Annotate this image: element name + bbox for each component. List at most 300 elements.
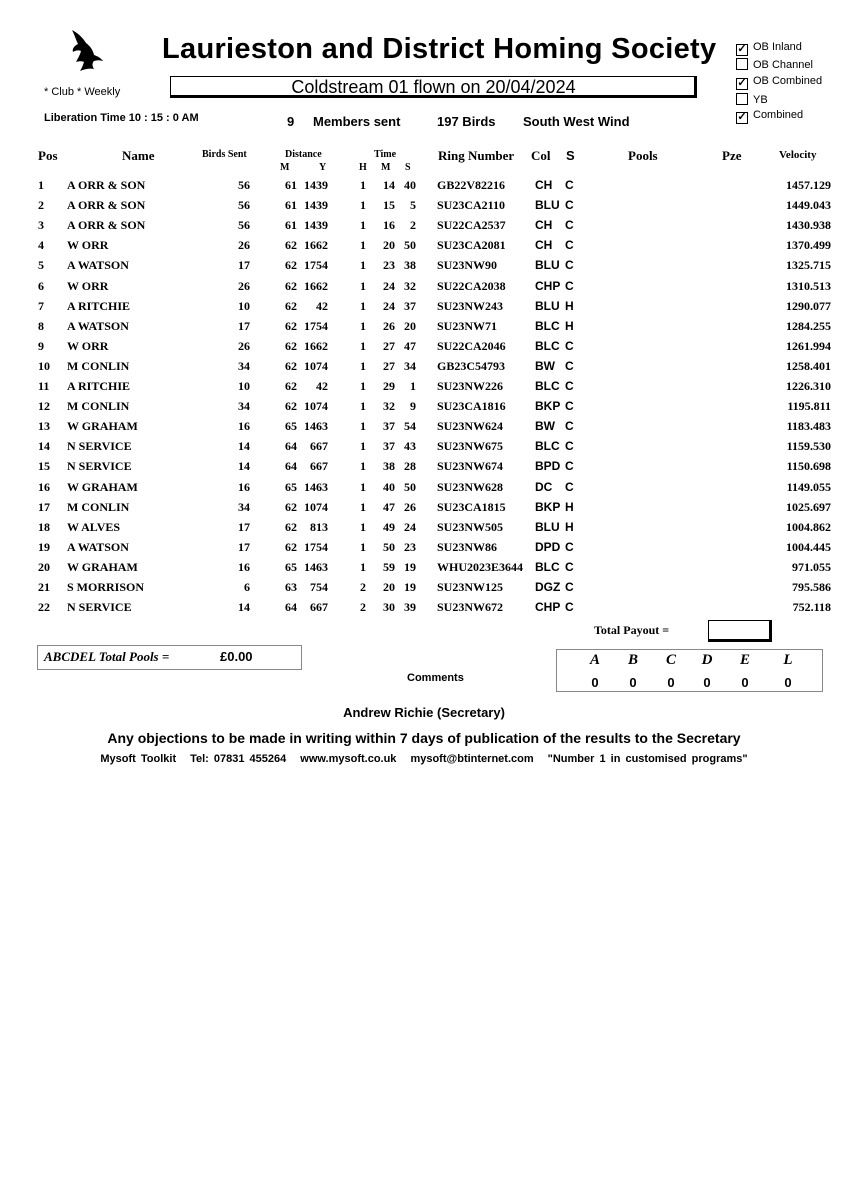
- row-colour: CHP: [535, 600, 561, 615]
- row-dist-miles: 65: [285, 479, 297, 494]
- option-ob-inland[interactable]: [736, 41, 802, 56]
- row-sex: C: [565, 338, 574, 353]
- row-dist-yards: 1439: [304, 198, 328, 213]
- pool-letter: L: [783, 652, 793, 668]
- row-dist-yards: 1463: [304, 479, 328, 494]
- row-ring-number: SU23NW505: [437, 519, 504, 534]
- row-pos: 8: [38, 318, 44, 333]
- wind-direction: South West Wind: [523, 114, 630, 129]
- row-sex: H: [565, 519, 574, 534]
- row-name: A WATSON: [67, 318, 129, 333]
- row-colour: BLU: [535, 258, 560, 273]
- table-row: [0, 218, 848, 238]
- row-ring-number: SU23NW624: [437, 419, 504, 434]
- row-dist-yards: 1754: [304, 539, 328, 554]
- row-time-m: 32: [383, 399, 395, 414]
- row-ring-number: SU22CA2537: [437, 218, 506, 233]
- table-row: [0, 339, 848, 359]
- footer-email[interactable]: mysoft@btinternet.com: [410, 753, 534, 765]
- row-colour: BLC: [535, 439, 560, 454]
- row-time-h: 2: [360, 580, 366, 594]
- race-title: Coldstream 01 flown on 20/04/2024: [291, 77, 576, 97]
- table-row: [0, 359, 848, 379]
- row-pos: 19: [38, 539, 50, 554]
- table-row: [0, 560, 848, 580]
- row-colour: DC: [535, 479, 553, 494]
- members-label: Members sent: [313, 114, 401, 129]
- row-pos: 17: [38, 499, 50, 514]
- row-time-h: 1: [360, 198, 366, 213]
- row-velocity: 971.055: [792, 559, 831, 574]
- table-row: [0, 399, 848, 419]
- pool-value: 0: [629, 675, 637, 690]
- row-velocity: 1150.698: [786, 459, 831, 474]
- col-header-distance: Distance: [285, 149, 322, 160]
- row-dist-yards: 1662: [304, 338, 328, 353]
- row-sex: H: [565, 298, 574, 313]
- col-header-pze: Pze: [722, 148, 742, 163]
- row-ring-number: GB22V82216: [437, 178, 506, 192]
- row-time-h: 1: [360, 338, 366, 353]
- row-dist-yards: 1439: [304, 178, 328, 192]
- comments-label: Comments: [407, 672, 464, 684]
- row-birds-sent: 17: [238, 318, 250, 333]
- row-time-h: 1: [360, 459, 366, 474]
- row-time-s: 19: [404, 559, 416, 574]
- row-sex: C: [565, 419, 574, 434]
- row-sex: C: [565, 258, 574, 273]
- row-birds-sent: 14: [238, 600, 250, 615]
- row-sex: C: [565, 238, 574, 253]
- table-row: [0, 279, 848, 299]
- row-dist-yards: 1074: [304, 499, 328, 514]
- table-row: [0, 178, 848, 198]
- row-time-h: 1: [360, 499, 366, 514]
- row-colour: BLC: [535, 559, 560, 574]
- row-name: M CONLIN: [67, 499, 130, 514]
- row-time-s: 43: [404, 439, 416, 454]
- row-time-s: 1: [410, 379, 416, 393]
- row-colour: BPD: [535, 459, 561, 474]
- row-name: A ORR & SON: [67, 198, 146, 213]
- row-dist-miles: 62: [285, 358, 297, 373]
- row-ring-number: SU22CA2038: [437, 278, 506, 293]
- row-dist-yards: 1463: [304, 559, 328, 574]
- checkbox-icon[interactable]: ✓: [737, 77, 747, 89]
- row-birds-sent: 26: [238, 278, 250, 293]
- total-payout-box: [708, 620, 772, 642]
- row-time-m: 24: [383, 278, 395, 293]
- row-name: S MORRISON: [67, 580, 145, 594]
- row-dist-miles: 62: [285, 519, 297, 534]
- liberation-time: Liberation Time 10 : 15 : 0 AM: [44, 112, 199, 124]
- row-velocity: 1195.811: [787, 399, 831, 414]
- row-name: A ORR & SON: [67, 218, 146, 233]
- row-ring-number: SU23CA1816: [437, 399, 506, 414]
- table-row: [0, 520, 848, 540]
- table-row: [0, 480, 848, 500]
- footer-slogan: "Number 1 in customised programs": [547, 753, 748, 765]
- row-birds-sent: 16: [238, 419, 250, 434]
- row-time-h: 1: [360, 298, 366, 313]
- row-ring-number: WHU2023E3644: [437, 559, 524, 574]
- row-velocity: 795.586: [792, 580, 831, 594]
- row-colour: CH: [535, 218, 553, 233]
- row-time-s: 20: [404, 318, 416, 333]
- row-ring-number: SU23CA2110: [437, 198, 506, 213]
- row-velocity: 1261.994: [786, 338, 831, 353]
- row-pos: 18: [38, 519, 50, 534]
- row-time-m: 30: [383, 600, 395, 615]
- row-pos: 9: [38, 338, 44, 353]
- row-name: N SERVICE: [67, 600, 132, 615]
- row-birds-sent: 17: [238, 258, 250, 273]
- pool-value: 0: [741, 675, 749, 690]
- row-colour: BW: [535, 358, 555, 373]
- option-combined[interactable]: [736, 109, 803, 124]
- row-pos: 20: [38, 559, 50, 574]
- row-colour: CHP: [535, 278, 561, 293]
- row-velocity: 1449.043: [786, 198, 831, 213]
- row-name: W ALVES: [67, 519, 121, 534]
- row-name: N SERVICE: [67, 439, 132, 454]
- row-ring-number: SU23NW628: [437, 479, 504, 494]
- row-ring-number: SU23NW675: [437, 439, 504, 454]
- row-colour: BKP: [535, 499, 561, 514]
- row-colour: BLC: [535, 318, 560, 333]
- row-time-h: 1: [360, 439, 366, 454]
- row-time-h: 1: [360, 559, 366, 574]
- row-sex: C: [565, 439, 574, 454]
- row-time-s: 26: [404, 499, 416, 514]
- row-colour: BLU: [535, 519, 560, 534]
- row-dist-miles: 62: [285, 298, 297, 313]
- row-dist-miles: 62: [285, 379, 297, 393]
- row-time-s: 40: [404, 178, 416, 192]
- row-name: A RITCHIE: [67, 379, 131, 393]
- col-header-time-h: H: [359, 162, 367, 173]
- pool-letter: B: [627, 652, 638, 668]
- row-pos: 10: [38, 358, 50, 373]
- row-birds-sent: 14: [238, 439, 250, 454]
- row-sex: C: [565, 559, 574, 574]
- row-sex: C: [565, 479, 574, 494]
- row-sex: H: [565, 318, 574, 333]
- row-dist-miles: 61: [285, 178, 297, 192]
- row-time-s: 24: [404, 519, 416, 534]
- row-birds-sent: 16: [238, 559, 250, 574]
- row-birds-sent: 26: [238, 338, 250, 353]
- row-birds-sent: 10: [238, 298, 250, 313]
- table-row: [0, 439, 848, 459]
- option-label: OB Inland: [753, 41, 802, 53]
- row-sex: C: [565, 379, 574, 393]
- col-header-time: Time: [374, 149, 397, 160]
- pool-letter: E: [739, 652, 750, 668]
- members-count: 9: [287, 114, 295, 129]
- bird-logo-icon: [66, 28, 106, 73]
- row-colour: BLC: [535, 338, 560, 353]
- row-dist-yards: 667: [310, 439, 328, 454]
- row-time-s: 19: [404, 580, 416, 594]
- row-sex: H: [565, 499, 574, 514]
- row-time-m: 47: [383, 499, 395, 514]
- row-time-h: 1: [360, 258, 366, 273]
- row-time-m: 15: [383, 198, 395, 213]
- row-dist-miles: 62: [285, 499, 297, 514]
- row-pos: 6: [38, 278, 44, 293]
- table-row: [0, 258, 848, 278]
- row-pos: 13: [38, 419, 50, 434]
- row-time-h: 1: [360, 358, 366, 373]
- row-velocity: 1290.077: [786, 298, 831, 313]
- row-ring-number: SU23NW243: [437, 298, 504, 313]
- row-time-h: 1: [360, 419, 366, 434]
- pool-letter: D: [701, 652, 713, 668]
- row-time-s: 50: [404, 479, 416, 494]
- row-dist-miles: 62: [285, 258, 297, 273]
- row-time-s: 28: [404, 459, 416, 474]
- row-pos: 5: [38, 258, 44, 273]
- row-dist-miles: 62: [285, 539, 297, 554]
- row-time-h: 1: [360, 539, 366, 554]
- row-dist-miles: 61: [285, 218, 297, 233]
- row-velocity: 752.118: [792, 600, 831, 615]
- checkbox-icon[interactable]: [736, 58, 748, 70]
- row-colour: BLC: [535, 379, 560, 393]
- table-row: [0, 540, 848, 560]
- row-birds-sent: 10: [238, 379, 250, 393]
- row-time-h: 1: [360, 479, 366, 494]
- option-label: OB Combined: [753, 75, 823, 87]
- row-colour: BKP: [535, 399, 561, 414]
- row-dist-miles: 64: [285, 459, 297, 474]
- row-time-m: 40: [383, 479, 395, 494]
- row-time-m: 59: [383, 559, 395, 574]
- row-time-m: 27: [383, 338, 395, 353]
- total-payout-label: Total Payout =: [594, 623, 670, 637]
- row-time-h: 1: [360, 278, 366, 293]
- pools-total-label: ABCDEL Total Pools =: [44, 649, 170, 664]
- secretary-name: Andrew Richie (Secretary): [343, 705, 505, 720]
- row-pos: 16: [38, 479, 50, 494]
- row-birds-sent: 34: [238, 499, 250, 514]
- row-time-m: 38: [383, 459, 395, 474]
- option-label: Combined: [753, 109, 804, 121]
- pool-letter: C: [665, 652, 676, 668]
- checkbox-icon[interactable]: [736, 93, 748, 105]
- row-pos: 7: [38, 298, 44, 313]
- row-birds-sent: 14: [238, 459, 250, 474]
- row-pos: 2: [38, 198, 44, 213]
- row-name: W ORR: [67, 278, 109, 293]
- col-header-dist-y: Y: [319, 162, 327, 173]
- row-colour: BLU: [535, 198, 560, 213]
- row-sex: C: [565, 600, 574, 615]
- row-pos: 15: [38, 459, 50, 474]
- row-name: M CONLIN: [67, 358, 130, 373]
- row-time-s: 39: [404, 600, 416, 615]
- row-birds-sent: 56: [238, 178, 250, 192]
- row-dist-yards: 667: [310, 600, 328, 615]
- row-dist-miles: 64: [285, 439, 297, 454]
- table-row: [0, 580, 848, 600]
- col-header-time-m: M: [381, 162, 391, 173]
- row-pos: 14: [38, 439, 50, 454]
- row-name: W ORR: [67, 338, 109, 353]
- pools-total-value: £0.00: [220, 649, 253, 664]
- table-row: [0, 500, 848, 520]
- row-name: A WATSON: [67, 258, 129, 273]
- row-time-h: 2: [360, 600, 366, 615]
- row-time-s: 2: [410, 218, 416, 233]
- row-dist-yards: 42: [316, 298, 328, 313]
- row-sex: C: [565, 459, 574, 474]
- row-ring-number: SU23NW86: [437, 539, 498, 554]
- row-dist-yards: 1074: [304, 399, 328, 414]
- option-ob-channel[interactable]: [736, 58, 813, 71]
- row-dist-yards: 1662: [304, 238, 328, 253]
- row-velocity: 1183.483: [786, 419, 831, 434]
- row-pos: 1: [38, 178, 44, 192]
- row-time-s: 47: [404, 338, 416, 353]
- table-row: [0, 600, 848, 620]
- row-dist-yards: 667: [310, 459, 328, 474]
- row-birds-sent: 17: [238, 539, 250, 554]
- row-time-s: 9: [410, 399, 416, 414]
- row-sex: C: [565, 539, 574, 554]
- row-time-s: 5: [410, 198, 416, 213]
- options-panel: [736, 41, 846, 131]
- page-title: Laurieston and District Homing Society: [162, 33, 717, 65]
- row-pos: 4: [38, 238, 44, 253]
- row-pos: 22: [38, 600, 50, 615]
- row-dist-yards: 1754: [304, 318, 328, 333]
- row-birds-sent: 34: [238, 399, 250, 414]
- row-time-m: 27: [383, 358, 395, 373]
- row-time-m: 14: [383, 178, 395, 192]
- row-time-s: 54: [404, 419, 416, 434]
- row-birds-sent: 6: [244, 580, 250, 594]
- row-pos: 12: [38, 399, 50, 414]
- row-time-s: 37: [404, 298, 416, 313]
- col-header-pools: Pools: [628, 148, 658, 163]
- option-label: YB: [753, 94, 768, 106]
- row-velocity: 1159.530: [786, 439, 831, 454]
- row-dist-miles: 62: [285, 399, 297, 414]
- row-name: A WATSON: [67, 539, 129, 554]
- row-colour: DGZ: [535, 580, 561, 594]
- table-row: [0, 379, 848, 399]
- row-ring-number: SU23NW226: [437, 379, 504, 393]
- row-time-h: 1: [360, 379, 366, 393]
- row-ring-number: SU23NW71: [437, 318, 498, 333]
- row-velocity: 1457.129: [786, 178, 831, 192]
- row-dist-miles: 65: [285, 559, 297, 574]
- table-row: [0, 299, 848, 319]
- table-row: [0, 238, 848, 258]
- row-time-m: 49: [383, 519, 395, 534]
- row-dist-miles: 62: [285, 318, 297, 333]
- checkbox-icon[interactable]: ✓: [737, 43, 747, 55]
- row-ring-number: SU23CA1815: [437, 499, 506, 514]
- row-colour: CH: [535, 178, 553, 192]
- row-dist-miles: 65: [285, 419, 297, 434]
- row-sex: C: [565, 580, 574, 594]
- row-velocity: 1370.499: [786, 238, 831, 253]
- table-row: [0, 198, 848, 218]
- row-name: M CONLIN: [67, 399, 130, 414]
- row-time-m: 20: [383, 580, 395, 594]
- row-time-m: 37: [383, 439, 395, 454]
- row-dist-yards: 1463: [304, 419, 328, 434]
- row-ring-number: SU22CA2046: [437, 338, 506, 353]
- row-time-s: 34: [404, 358, 416, 373]
- row-name: W GRAHAM: [67, 479, 138, 494]
- row-name: W ORR: [67, 238, 109, 253]
- table-row: [0, 319, 848, 339]
- row-time-h: 1: [360, 318, 366, 333]
- row-pos: 3: [38, 218, 44, 233]
- objections-notice: Any objections to be made in writing within 7 days of publication of the results to the Secretary: [107, 730, 741, 746]
- col-header-sex: S: [566, 148, 575, 163]
- row-sex: C: [565, 178, 574, 192]
- row-velocity: 1149.055: [786, 479, 831, 494]
- checkbox-icon[interactable]: ✓: [737, 111, 747, 123]
- table-row: [0, 419, 848, 439]
- pool-value: 0: [784, 675, 792, 690]
- option-ob-combined[interactable]: [736, 75, 822, 90]
- row-dist-yards: 1074: [304, 358, 328, 373]
- option-label: OB Channel: [753, 59, 813, 71]
- row-dist-yards: 1754: [304, 258, 328, 273]
- col-header-time-s: S: [405, 162, 411, 173]
- row-time-s: 50: [404, 238, 416, 253]
- row-velocity: 1258.401: [786, 358, 831, 373]
- row-time-h: 1: [360, 218, 366, 233]
- birds-count: 197 Birds: [437, 114, 496, 129]
- row-ring-number: GB23C54793: [437, 358, 506, 373]
- row-ring-number: SU23NW90: [437, 258, 498, 273]
- row-ring-number: SU23CA2081: [437, 238, 506, 253]
- row-ring-number: SU23NW672: [437, 600, 504, 615]
- col-header-dist-m: M: [280, 162, 290, 173]
- footer-tel: Tel: 07831 455264: [190, 753, 287, 765]
- row-time-h: 1: [360, 178, 366, 192]
- row-pos: 21: [38, 580, 50, 594]
- option-yb[interactable]: [736, 93, 768, 106]
- pool-value: 0: [591, 675, 599, 690]
- row-time-h: 1: [360, 519, 366, 534]
- row-time-m: 29: [383, 379, 395, 393]
- row-dist-miles: 64: [285, 600, 297, 615]
- row-time-m: 50: [383, 539, 395, 554]
- row-velocity: 1004.862: [786, 519, 831, 534]
- footer-web[interactable]: www.mysoft.co.uk: [300, 753, 397, 765]
- row-velocity: 1284.255: [786, 318, 831, 333]
- row-ring-number: SU23NW674: [437, 459, 504, 474]
- row-time-m: 20: [383, 238, 395, 253]
- row-name: N SERVICE: [67, 459, 132, 474]
- row-dist-yards: 813: [310, 519, 328, 534]
- pool-value: 0: [703, 675, 711, 690]
- row-colour: CH: [535, 238, 553, 253]
- row-time-m: 24: [383, 298, 395, 313]
- row-birds-sent: 26: [238, 238, 250, 253]
- row-ring-number: SU23NW125: [437, 580, 504, 594]
- footer-toolkit: Mysoft Toolkit: [100, 753, 177, 765]
- col-header-velocity: Velocity: [779, 149, 817, 161]
